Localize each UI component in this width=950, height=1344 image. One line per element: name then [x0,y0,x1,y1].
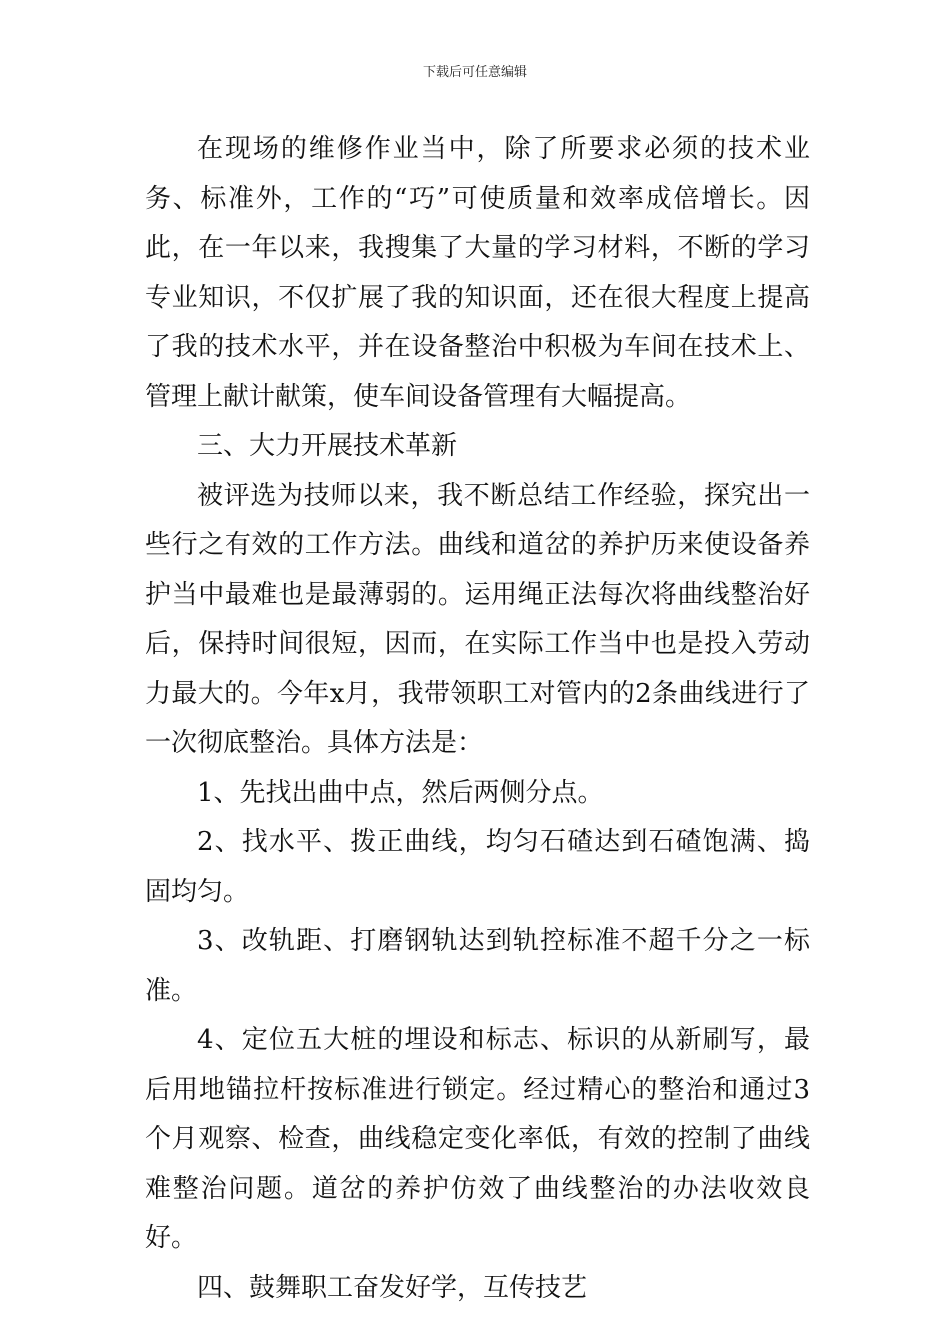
section-heading-3: 三、大力开展技术革新 [197,431,458,461]
list-item-2: 2、找水平、拨正曲线，均匀石碴达到石碴饱满、捣固均匀。 [145,827,810,907]
paragraph-innovation: 被评选为技师以来，我不断总结工作经验，探究出一些行之有效的工作方法。曲线和道岔的养护历来使设备养护当中最难也是最薄弱的。运用绳正法每次将曲线整治好后，保持时间很短，因而，在实际工作当中也是投入劳动力最大的。今年x月，我带领职工对管内的2条曲线进行了一次彻底整治。具体方法是： [145,480,810,758]
page-header: 下载后可任意编辑 [422,65,527,80]
list-item-4: 4、定位五大桩的埋设和标志、标识的从新刷写，最后用地锚拉杆按标准进行锁定。经过精心的整治和通过3个月观察、检查，曲线稳定变化率低，有效的控制了曲线难整治问题。道岔的养护仿效了曲线整治的办法收效良好。 [145,1025,810,1253]
paragraph-intro: 在现场的维修作业当中，除了所要求必须的技术业务、标准外，工作的“巧”可使质量和效率成倍增长。因此，在一年以来，我搜集了大量的学习材料，不断的学习专业知识，不仅扩展了我的知识面，还在很大程度上提高了我的技术水平，并在设备整治中积极为车间在技术上、管理上献计献策，使车间设备管理有大幅提高。 [145,134,810,412]
section-heading-4: 四、鼓舞职工奋发好学，互传技艺 [197,1272,588,1303]
document-body [145,125,810,1313]
list-item-3: 3、改轨距、打磨钢轨达到轨控标准不超千分之一标准。 [145,926,810,1006]
list-item-1: 1、先找出曲中点，然后两侧分点。 [197,777,604,808]
